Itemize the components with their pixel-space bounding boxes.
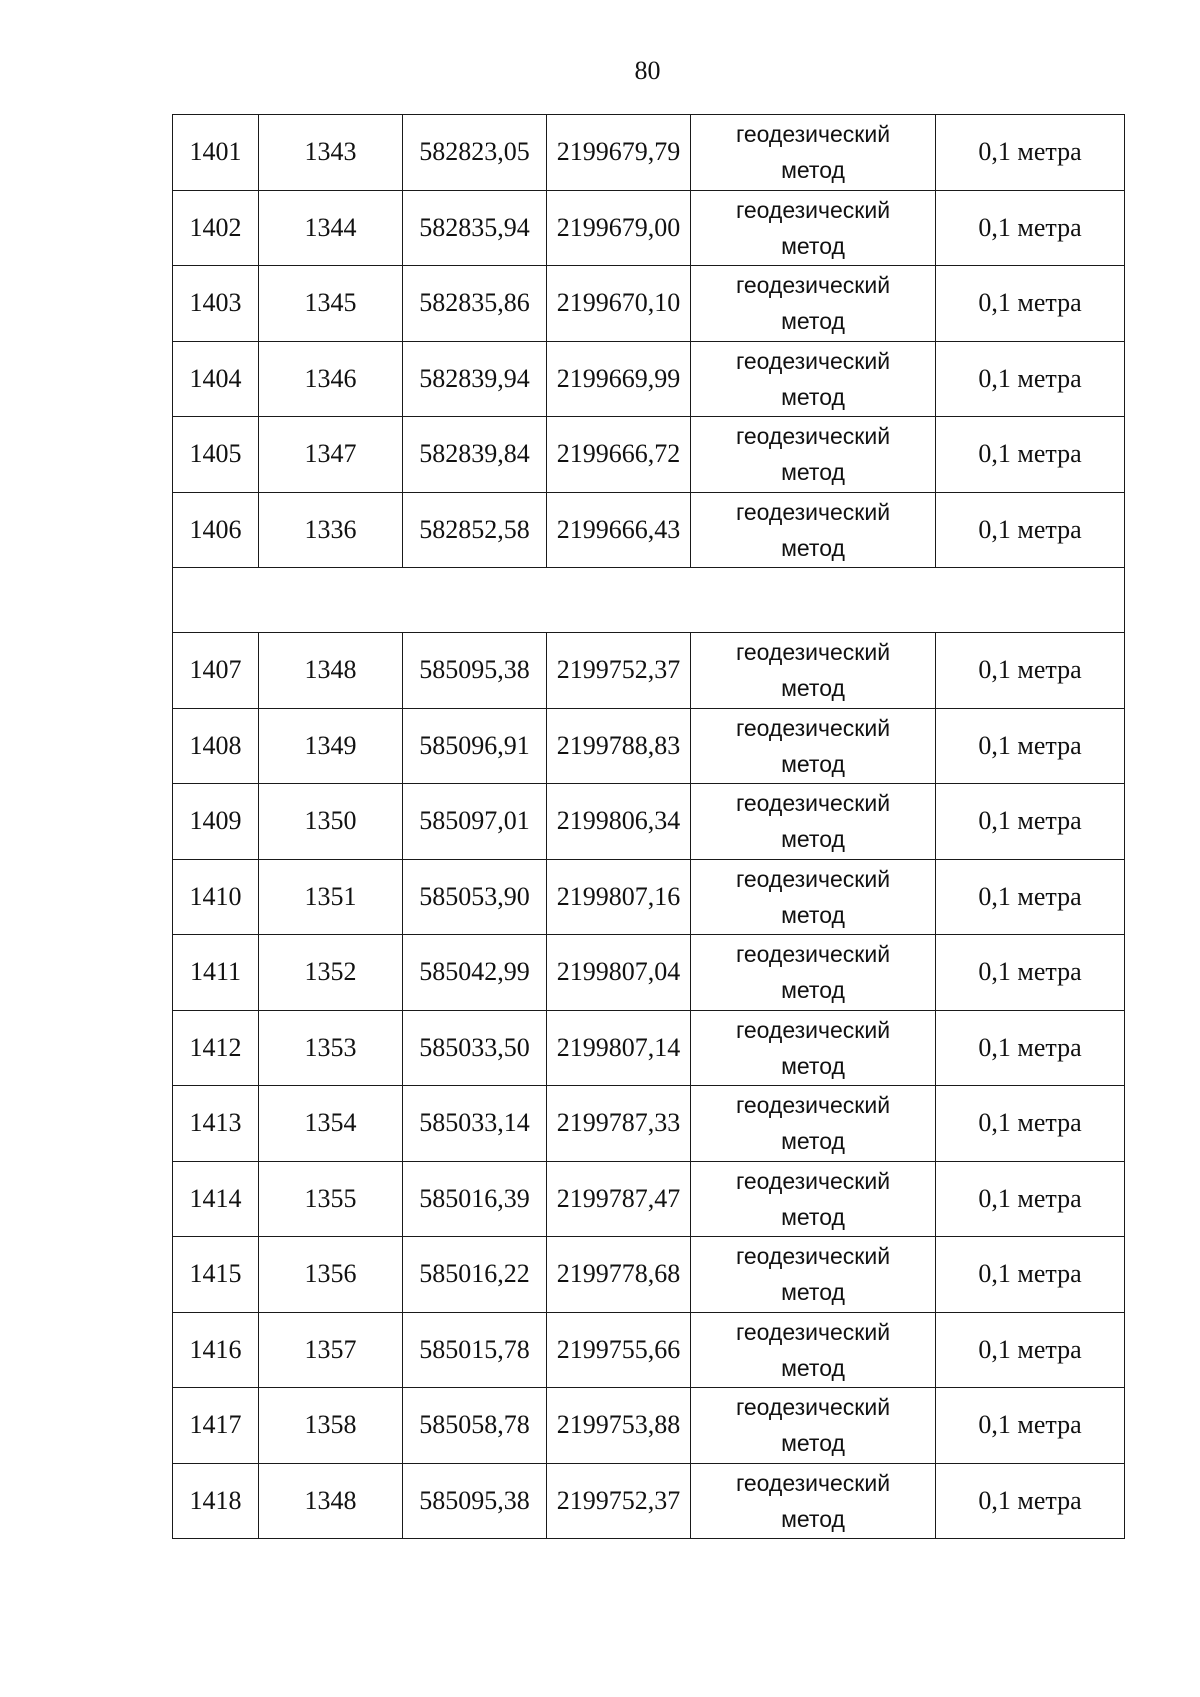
- point-number-cell: 1417: [173, 1388, 259, 1464]
- method-cell: [691, 417, 936, 493]
- precision-cell: 0,1 метра: [936, 1312, 1125, 1388]
- x-coordinate-cell: 585033,14: [403, 1086, 547, 1162]
- table-row: [173, 1161, 1125, 1237]
- coordinates-table: [172, 114, 1125, 1539]
- method-line-1: геодезический: [735, 790, 891, 817]
- table-row: [173, 341, 1125, 417]
- x-coordinate-cell: 582852,58: [403, 492, 547, 568]
- x-coordinate-cell: 582839,94: [403, 341, 547, 417]
- method-cell: [691, 115, 936, 191]
- precision-cell: 0,1 метра: [936, 417, 1125, 493]
- method-line-2: метод: [781, 383, 845, 410]
- method-line-2: метод: [781, 1430, 845, 1457]
- table-row: [173, 1237, 1125, 1313]
- y-coordinate-cell: 2199669,99: [547, 341, 691, 417]
- point-number-cell: 1406: [173, 492, 259, 568]
- method-line-1: геодезический: [735, 272, 891, 299]
- precision-cell: 0,1 метра: [936, 492, 1125, 568]
- reference-point-cell: 1351: [259, 859, 403, 935]
- precision-cell: 0,1 метра: [936, 859, 1125, 935]
- coordinates-table-body: [173, 115, 1125, 1539]
- table-row: [173, 708, 1125, 784]
- precision-cell: 0,1 метра: [936, 1463, 1125, 1539]
- reference-point-cell: 1354: [259, 1086, 403, 1162]
- reference-point-cell: 1346: [259, 341, 403, 417]
- y-coordinate-cell: 2199806,34: [547, 784, 691, 860]
- point-number-cell: 1408: [173, 708, 259, 784]
- precision-cell: 0,1 метра: [936, 1010, 1125, 1086]
- method-line-2: метод: [781, 675, 845, 702]
- y-coordinate-cell: 2199666,72: [547, 417, 691, 493]
- y-coordinate-cell: 2199752,37: [547, 1463, 691, 1539]
- empty-separator-cell: [173, 568, 1125, 633]
- precision-cell: 0,1 метра: [936, 266, 1125, 342]
- x-coordinate-cell: 582823,05: [403, 115, 547, 191]
- reference-point-cell: 1347: [259, 417, 403, 493]
- method-cell: [691, 708, 936, 784]
- method-line-1: геодезический: [735, 1092, 891, 1119]
- method-line-1: геодезический: [735, 1243, 891, 1270]
- method-cell: [691, 1161, 936, 1237]
- method-line-1: геодезический: [735, 1167, 891, 1194]
- method-line-1: геодезический: [735, 639, 891, 666]
- precision-cell: 0,1 метра: [936, 1161, 1125, 1237]
- reference-point-cell: 1349: [259, 708, 403, 784]
- method-cell: [691, 1463, 936, 1539]
- method-cell: [691, 935, 936, 1011]
- point-number-cell: 1402: [173, 190, 259, 266]
- method-line-2: метод: [781, 826, 845, 853]
- point-number-cell: 1401: [173, 115, 259, 191]
- table-row: [173, 115, 1125, 191]
- method-line-1: геодезический: [735, 714, 891, 741]
- table-row: [173, 266, 1125, 342]
- x-coordinate-cell: 585095,38: [403, 633, 547, 709]
- method-cell: [691, 1237, 936, 1313]
- reference-point-cell: 1350: [259, 784, 403, 860]
- method-cell: [691, 341, 936, 417]
- method-line-1: геодезический: [735, 1469, 891, 1496]
- y-coordinate-cell: 2199807,16: [547, 859, 691, 935]
- x-coordinate-cell: 582839,84: [403, 417, 547, 493]
- precision-cell: 0,1 метра: [936, 115, 1125, 191]
- table-row: [173, 633, 1125, 709]
- point-number-cell: 1411: [173, 935, 259, 1011]
- table-row: [173, 417, 1125, 493]
- x-coordinate-cell: 582835,86: [403, 266, 547, 342]
- x-coordinate-cell: 585096,91: [403, 708, 547, 784]
- method-cell: [691, 1010, 936, 1086]
- reference-point-cell: 1348: [259, 633, 403, 709]
- method-line-1: геодезический: [735, 1016, 891, 1043]
- precision-cell: 0,1 метра: [936, 633, 1125, 709]
- x-coordinate-cell: 585016,39: [403, 1161, 547, 1237]
- method-line-2: метод: [781, 750, 845, 777]
- x-coordinate-cell: 585033,50: [403, 1010, 547, 1086]
- reference-point-cell: 1344: [259, 190, 403, 266]
- reference-point-cell: 1356: [259, 1237, 403, 1313]
- precision-cell: 0,1 метра: [936, 341, 1125, 417]
- y-coordinate-cell: 2199666,43: [547, 492, 691, 568]
- method-line-2: метод: [781, 1279, 845, 1306]
- y-coordinate-cell: 2199788,83: [547, 708, 691, 784]
- point-number-cell: 1403: [173, 266, 259, 342]
- y-coordinate-cell: 2199755,66: [547, 1312, 691, 1388]
- precision-cell: 0,1 метра: [936, 1237, 1125, 1313]
- x-coordinate-cell: 582835,94: [403, 190, 547, 266]
- method-line-2: метод: [781, 534, 845, 561]
- y-coordinate-cell: 2199753,88: [547, 1388, 691, 1464]
- x-coordinate-cell: 585053,90: [403, 859, 547, 935]
- reference-point-cell: 1343: [259, 115, 403, 191]
- method-line-1: геодезический: [735, 498, 891, 525]
- method-cell: [691, 190, 936, 266]
- reference-point-cell: 1348: [259, 1463, 403, 1539]
- method-line-2: метод: [781, 308, 845, 335]
- method-line-2: метод: [781, 232, 845, 259]
- method-cell: [691, 1086, 936, 1162]
- x-coordinate-cell: 585042,99: [403, 935, 547, 1011]
- method-line-2: метод: [781, 157, 845, 184]
- reference-point-cell: 1358: [259, 1388, 403, 1464]
- method-line-1: геодезический: [735, 347, 891, 374]
- point-number-cell: 1407: [173, 633, 259, 709]
- method-line-1: геодезический: [735, 121, 891, 148]
- y-coordinate-cell: 2199778,68: [547, 1237, 691, 1313]
- method-line-2: метод: [781, 1505, 845, 1532]
- reference-point-cell: 1353: [259, 1010, 403, 1086]
- precision-cell: 0,1 метра: [936, 190, 1125, 266]
- x-coordinate-cell: 585097,01: [403, 784, 547, 860]
- y-coordinate-cell: 2199787,33: [547, 1086, 691, 1162]
- table-row: [173, 190, 1125, 266]
- method-cell: [691, 1312, 936, 1388]
- method-line-1: геодезический: [735, 865, 891, 892]
- y-coordinate-cell: 2199807,04: [547, 935, 691, 1011]
- point-number-cell: 1416: [173, 1312, 259, 1388]
- table-row: [173, 1388, 1125, 1464]
- point-number-cell: 1410: [173, 859, 259, 935]
- table-row: [173, 1010, 1125, 1086]
- y-coordinate-cell: 2199679,00: [547, 190, 691, 266]
- method-line-2: метод: [781, 459, 845, 486]
- table-row: [173, 784, 1125, 860]
- method-cell: [691, 859, 936, 935]
- method-line-1: геодезический: [735, 1318, 891, 1345]
- group-separator-row: [173, 568, 1125, 633]
- point-number-cell: 1413: [173, 1086, 259, 1162]
- method-line-1: геодезический: [735, 1394, 891, 1421]
- method-line-2: метод: [781, 1354, 845, 1381]
- table-row: [173, 935, 1125, 1011]
- x-coordinate-cell: 585016,22: [403, 1237, 547, 1313]
- point-number-cell: 1418: [173, 1463, 259, 1539]
- method-cell: [691, 633, 936, 709]
- method-line-2: метод: [781, 1203, 845, 1230]
- table-row: [173, 859, 1125, 935]
- point-number-cell: 1404: [173, 341, 259, 417]
- method-line-2: метод: [781, 977, 845, 1004]
- method-line-1: геодезический: [735, 941, 891, 968]
- point-number-cell: 1405: [173, 417, 259, 493]
- method-line-2: метод: [781, 1052, 845, 1079]
- point-number-cell: 1409: [173, 784, 259, 860]
- y-coordinate-cell: 2199679,79: [547, 115, 691, 191]
- y-coordinate-cell: 2199807,14: [547, 1010, 691, 1086]
- method-cell: [691, 1388, 936, 1464]
- reference-point-cell: 1336: [259, 492, 403, 568]
- point-number-cell: 1414: [173, 1161, 259, 1237]
- method-line-1: геодезический: [735, 423, 891, 450]
- x-coordinate-cell: 585015,78: [403, 1312, 547, 1388]
- reference-point-cell: 1355: [259, 1161, 403, 1237]
- x-coordinate-cell: 585095,38: [403, 1463, 547, 1539]
- method-line-2: метод: [781, 1128, 845, 1155]
- method-cell: [691, 784, 936, 860]
- method-cell: [691, 266, 936, 342]
- point-number-cell: 1415: [173, 1237, 259, 1313]
- reference-point-cell: 1345: [259, 266, 403, 342]
- method-cell: [691, 492, 936, 568]
- precision-cell: 0,1 метра: [936, 1086, 1125, 1162]
- method-line-2: метод: [781, 901, 845, 928]
- table-row: [173, 1463, 1125, 1539]
- y-coordinate-cell: 2199752,37: [547, 633, 691, 709]
- y-coordinate-cell: 2199787,47: [547, 1161, 691, 1237]
- precision-cell: 0,1 метра: [936, 708, 1125, 784]
- precision-cell: 0,1 метра: [936, 935, 1125, 1011]
- y-coordinate-cell: 2199670,10: [547, 266, 691, 342]
- precision-cell: 0,1 метра: [936, 1388, 1125, 1464]
- x-coordinate-cell: 585058,78: [403, 1388, 547, 1464]
- method-line-1: геодезический: [735, 196, 891, 223]
- table-row: [173, 1086, 1125, 1162]
- table-row: [173, 492, 1125, 568]
- reference-point-cell: 1357: [259, 1312, 403, 1388]
- reference-point-cell: 1352: [259, 935, 403, 1011]
- precision-cell: 0,1 метра: [936, 784, 1125, 860]
- table-row: [173, 1312, 1125, 1388]
- page-number: 80: [634, 56, 661, 85]
- point-number-cell: 1412: [173, 1010, 259, 1086]
